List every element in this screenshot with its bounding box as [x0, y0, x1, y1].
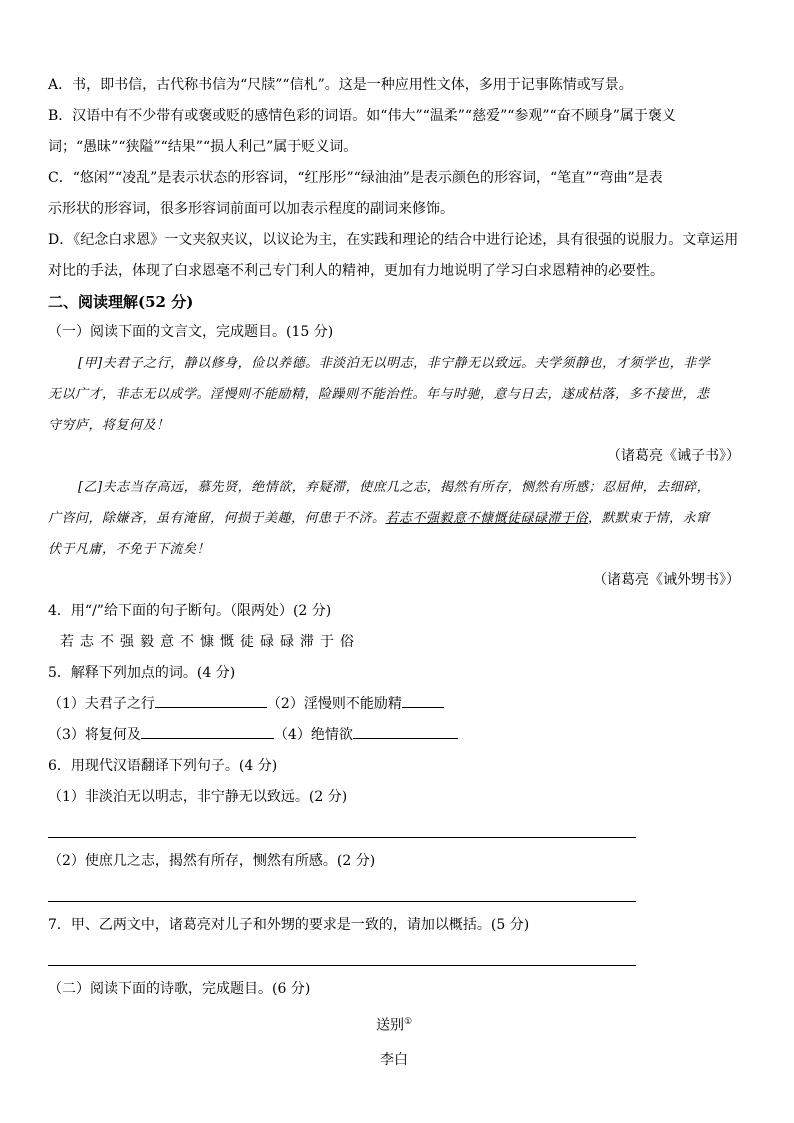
q5-item3: （3）将复何及 [48, 727, 141, 743]
q5-item4: （4）绝情欲 [273, 727, 353, 743]
poem-author: 李白 [380, 1051, 408, 1068]
answer-line[interactable] [48, 813, 636, 838]
answer-line[interactable] [48, 941, 636, 966]
question-6: 6．用现代汉语翻译下列句子。(4 分) [48, 758, 278, 774]
passage-jia-line1: [甲]夫君子之行，静以修身，俭以养德。非淡泊无以明志，非宁静无以致远。夫学须静也，才须学也，非学 [78, 356, 711, 371]
question-4: 4．用“/”给下面的句子断句。（限两处）(2 分) [48, 603, 332, 619]
question-5: 5．解释下列加点的词。(4 分) [48, 665, 236, 681]
part2-intro: （二）阅读下面的诗歌，完成题目。(6 分) [48, 981, 311, 997]
answer-line[interactable] [48, 877, 636, 902]
option-b-line1: B．汉语中有不少带有或褒或贬的感情色彩的词语。如“伟大”“温柔”“慈爱”“参观”“奋不顾身”属于褒义 [48, 108, 676, 124]
poem-note-marker: ① [403, 1017, 413, 1027]
q5-item3-blank[interactable] [141, 724, 274, 739]
passage-yi-source: （诸葛亮《诫外甥书》） [593, 572, 740, 588]
passage-yi-line1: [乙]夫志当存高远，慕先贤，绝情欲，弃疑滞，使庶几之志，揭然有所存，恻然有所感；忍屈伸，去细碎， [78, 480, 711, 495]
poem-title: 送别 [375, 1017, 404, 1034]
part1-intro: （一）阅读下面的文言文，完成题目。(15 分) [48, 324, 334, 340]
passage-yi-line3: 伏于凡庸，不免于下流矣！ [48, 542, 211, 557]
q5-item4-blank[interactable] [353, 724, 458, 739]
question-6-item1: （1）非淡泊无以明志，非宁静无以致远。(2 分) [48, 789, 348, 805]
exam-page [48, 70, 740, 1077]
section-title: 二、阅读理解(52 分) [48, 293, 194, 311]
passage-yi-line2 [48, 503, 740, 534]
q5-item2-blank[interactable] [402, 693, 444, 708]
question-4-sentence: 若志不强毅意不慷慨徒碌碌滞于俗 [60, 634, 360, 650]
question-7: 7．甲、乙两文中，诸葛亮对儿子和外甥的要求是一致的，请加以概括。(5 分) [48, 917, 530, 933]
passage-yi-text: 广咨问，除嫌吝，虽有淹留，何损于美趣，何患于不济。 [48, 511, 386, 526]
underlined-sentence: 若志不强毅意不慷慨徒碌碌滞于俗 [385, 511, 589, 526]
passage-jia-line3: 守穷庐，将复何及！ [48, 418, 170, 433]
passage-yi-text-cont: ，默默束于情，永窜 [588, 511, 710, 526]
option-c-line2: 示形状的形容词，很多形容词前面可以加表示程度的副词来修饰。 [48, 201, 454, 217]
question-5-row2 [48, 720, 740, 751]
option-c-line1: C．“悠闲”“凌乱”是表示状态的形容词，“红彤彤”“绿油油”是表示颜色的形容词，“笔直”“弯曲”是表 [48, 170, 663, 186]
q5-item1-blank[interactable] [155, 693, 267, 708]
q5-item1: （1）夫君子之行 [48, 696, 155, 712]
option-d-line2: 对比的手法，体现了白求恩毫不利己专门利人的精神，更加有力地说明了学习白求恩精神的必要性。 [48, 263, 664, 279]
q5-item2: （2）淫慢则不能励精 [266, 696, 402, 712]
question-5-row1 [48, 689, 740, 720]
poem-title-row [48, 1005, 740, 1043]
option-a: A．书，即书信，古代称书信为“尺牍”“信札”。这是一种应用性文体，多用于记事陈情或写景。 [48, 77, 633, 93]
option-d-line1: D．《纪念白求恩》一文夹叙夹议，以议论为主，在实践和理论的结合中进行论述，具有很强的说服力。文章运用 [48, 232, 739, 248]
passage-jia-line2: 无以广才，非志无以成学。淫慢则不能励精，险躁则不能治性。年与时驰，意与日去，遂成枯落，多不接世，悲 [48, 387, 710, 402]
question-6-item2: （2）使庶几之志，揭然有所存，恻然有所感。(2 分) [48, 853, 376, 869]
passage-jia-source: （诸葛亮《诫子书》） [607, 448, 740, 464]
option-b-line2: 词；“愚昧”“狭隘”“结果”“损人利己”属于贬义词。 [48, 139, 358, 155]
